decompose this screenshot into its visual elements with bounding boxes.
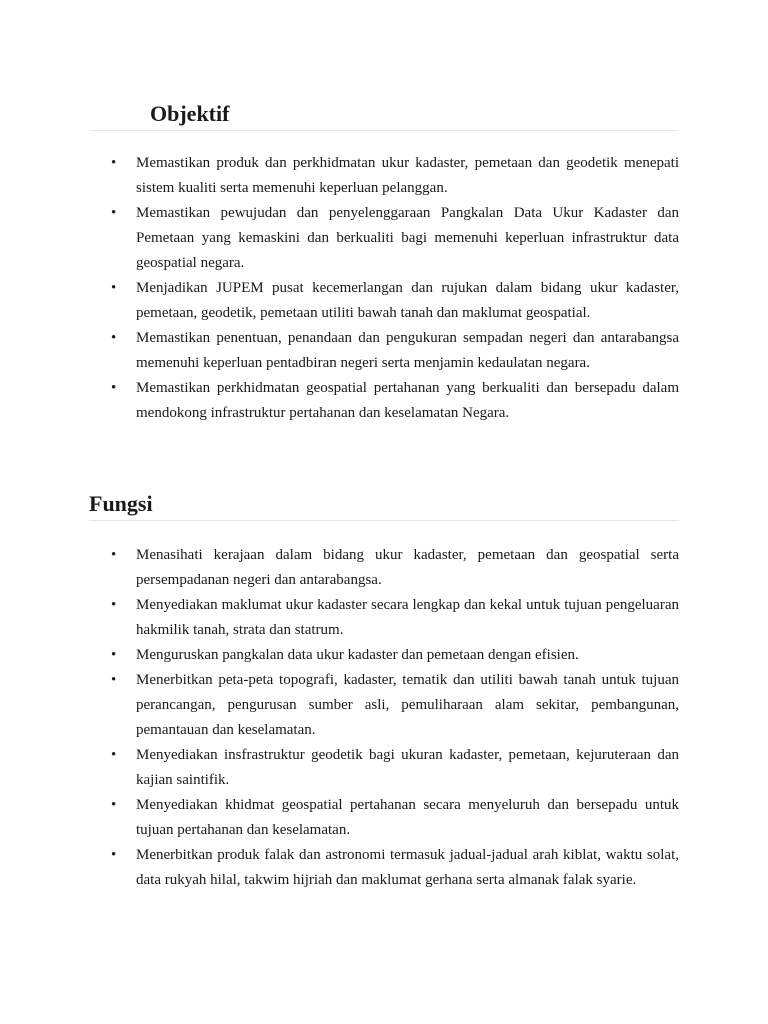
list-item: • Menyediakan maklumat ukur kadaster secara lengkap dan kekal untuk tujuan pengeluaran hakmilik tanah, strata dan statrum.: [89, 593, 679, 643]
list-item: • Menerbitkan produk falak dan astronomi termasuk jadual-jadual arah kiblat, waktu solat, data rukyah hilal, takwim hijriah dan maklumat gerhana serta almanak falak syarie.: [89, 843, 679, 893]
heading-objektif: Objektif: [89, 100, 679, 131]
section-objektif: [89, 100, 679, 426]
list-item: • Menjadikan JUPEM pusat kecemerlangan dan rujukan dalam bidang ukur kadaster, pemetaan, geodetik, pemetaan utiliti bawah tanah dan maklumat geospatial.: [89, 276, 679, 326]
heading-fungsi: Fungsi: [89, 490, 679, 521]
list-item: • Memastikan pewujudan dan penyelenggaraan Pangkalan Data Ukur Kadaster dan Pemetaan yang kemaskini dan berkualiti bagi memenuhi keperluan infrastruktur data geospatial negara.: [89, 201, 679, 276]
objektif-list: [89, 151, 679, 426]
section-fungsi: [89, 490, 679, 893]
list-item: • Memastikan penentuan, penandaan dan pengukuran sempadan negeri dan antarabangsa memenuhi keperluan pentadbiran negeri serta menjamin kedaulatan negara.: [89, 326, 679, 376]
list-item: • Menerbitkan peta-peta topografi, kadaster, tematik dan utiliti bawah tanah untuk tujuan perancangan, pengurusan sumber asli, pemuliharaan alam sekitar, pembangunan, pemantauan dan keselamatan.: [89, 668, 679, 743]
list-item: • Menasihati kerajaan dalam bidang ukur kadaster, pemetaan dan geospatial serta persempadanan negeri dan antarabangsa.: [89, 543, 679, 593]
list-item: • Menyediakan insfrastruktur geodetik bagi ukuran kadaster, pemetaan, kejuruteraan dan kajian saintifik.: [89, 743, 679, 793]
list-item: • Menguruskan pangkalan data ukur kadaster dan pemetaan dengan efisien.: [89, 643, 679, 668]
list-item: • Memastikan produk dan perkhidmatan ukur kadaster, pemetaan dan geodetik menepati sistem kualiti serta memenuhi keperluan pelanggan.: [89, 151, 679, 201]
fungsi-list: [89, 543, 679, 893]
list-item: • Menyediakan khidmat geospatial pertahanan secara menyeluruh dan bersepadu untuk tujuan pertahanan dan keselamatan.: [89, 793, 679, 843]
list-item: • Memastikan perkhidmatan geospatial pertahanan yang berkualiti dan bersepadu dalam mendokong infrastruktur pertahanan dan keselamatan Negara.: [89, 376, 679, 426]
